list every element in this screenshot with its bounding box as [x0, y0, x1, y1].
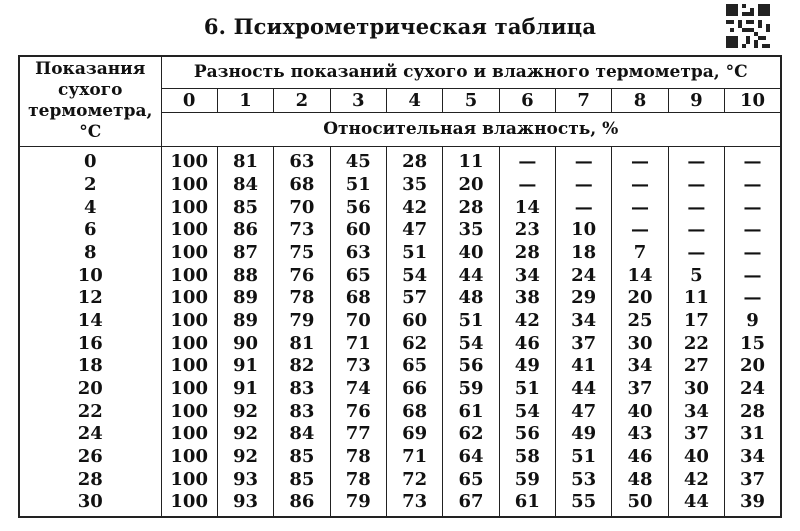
humidity-value-cell: 68 — [386, 400, 442, 423]
difference-header-cell: 9 — [668, 88, 724, 112]
humidity-value-cell: 68 — [274, 174, 330, 197]
humidity-value-cell: 11 — [668, 287, 724, 310]
humidity-value-cell: 23 — [499, 219, 555, 242]
humidity-value-cell: 28 — [499, 242, 555, 265]
humidity-value-cell: 48 — [443, 287, 499, 310]
humidity-value-cell: 91 — [217, 378, 273, 401]
dry-temperature-cell: 8 — [19, 242, 161, 265]
humidity-value-cell: 92 — [217, 446, 273, 469]
humidity-value-cell: 61 — [443, 400, 499, 423]
humidity-value-cell: 70 — [274, 196, 330, 219]
humidity-value-cell: 89 — [217, 310, 273, 333]
humidity-value-cell: 100 — [161, 287, 217, 310]
dry-temperature-cell: 20 — [19, 378, 161, 401]
humidity-value-cell: 63 — [274, 146, 330, 174]
humidity-value-cell: — — [556, 146, 612, 174]
humidity-value-cell: — — [499, 174, 555, 197]
table-row — [19, 196, 781, 219]
humidity-value-cell: 51 — [386, 242, 442, 265]
humidity-value-cell: 46 — [499, 332, 555, 355]
difference-header: Разность показаний сухого и влажного термометра, °C — [161, 56, 781, 88]
humidity-value-cell: 37 — [556, 332, 612, 355]
humidity-value-cell: 53 — [556, 468, 612, 491]
table-row — [19, 264, 781, 287]
dry-temperature-cell: 2 — [19, 174, 161, 197]
table-row — [19, 378, 781, 401]
humidity-value-cell: 56 — [330, 196, 386, 219]
humidity-value-cell: 81 — [274, 332, 330, 355]
difference-header-cell: 0 — [161, 88, 217, 112]
humidity-value-cell: 25 — [612, 310, 668, 333]
humidity-value-cell: 37 — [725, 468, 781, 491]
humidity-value-cell: 30 — [612, 332, 668, 355]
humidity-value-cell: 92 — [217, 423, 273, 446]
humidity-value-cell: 92 — [217, 400, 273, 423]
humidity-value-cell: 39 — [725, 491, 781, 517]
table-row — [19, 423, 781, 446]
humidity-value-cell: 78 — [330, 468, 386, 491]
humidity-value-cell: 73 — [386, 491, 442, 517]
humidity-value-cell: 47 — [386, 219, 442, 242]
humidity-value-cell: 44 — [556, 378, 612, 401]
qr-code-icon — [726, 4, 770, 48]
table-row — [19, 242, 781, 265]
humidity-value-cell: 43 — [612, 423, 668, 446]
humidity-value-cell: 11 — [443, 146, 499, 174]
humidity-value-cell: 54 — [499, 400, 555, 423]
humidity-value-cell: — — [668, 242, 724, 265]
humidity-value-cell: 37 — [612, 378, 668, 401]
table-row — [19, 174, 781, 197]
humidity-value-cell: 75 — [274, 242, 330, 265]
dry-temperature-cell: 24 — [19, 423, 161, 446]
dry-temperature-cell: 0 — [19, 146, 161, 174]
humidity-value-cell: 88 — [217, 264, 273, 287]
humidity-value-cell: 24 — [556, 264, 612, 287]
humidity-value-cell: 78 — [274, 287, 330, 310]
humidity-value-cell: — — [725, 287, 781, 310]
humidity-value-cell: 34 — [556, 310, 612, 333]
table-row — [19, 400, 781, 423]
humidity-value-cell: 51 — [499, 378, 555, 401]
humidity-value-cell: 87 — [217, 242, 273, 265]
humidity-value-cell: 100 — [161, 174, 217, 197]
psychrometric-table — [18, 55, 782, 518]
humidity-value-cell: 10 — [556, 219, 612, 242]
humidity-value-cell: 56 — [443, 355, 499, 378]
humidity-value-cell: 59 — [499, 468, 555, 491]
humidity-value-cell: 17 — [668, 310, 724, 333]
difference-header-cell: 5 — [443, 88, 499, 112]
humidity-value-cell: — — [556, 174, 612, 197]
humidity-value-cell: 22 — [668, 332, 724, 355]
humidity-value-cell: 78 — [330, 446, 386, 469]
difference-header-cell: 2 — [274, 88, 330, 112]
humidity-value-cell: 90 — [217, 332, 273, 355]
dry-temperature-cell: 4 — [19, 196, 161, 219]
humidity-value-cell: 42 — [668, 468, 724, 491]
humidity-value-cell: 79 — [274, 310, 330, 333]
humidity-value-cell: — — [612, 196, 668, 219]
humidity-value-cell: 93 — [217, 468, 273, 491]
humidity-value-cell: — — [499, 146, 555, 174]
humidity-value-cell: 51 — [330, 174, 386, 197]
humidity-value-cell: — — [556, 196, 612, 219]
humidity-value-cell: 27 — [668, 355, 724, 378]
humidity-value-cell: 44 — [443, 264, 499, 287]
humidity-value-cell: 62 — [386, 332, 442, 355]
humidity-value-cell: 37 — [668, 423, 724, 446]
humidity-value-cell: 49 — [556, 423, 612, 446]
humidity-value-cell: 48 — [612, 468, 668, 491]
difference-header-cell: 6 — [499, 88, 555, 112]
humidity-value-cell: 24 — [725, 378, 781, 401]
humidity-value-cell: 31 — [725, 423, 781, 446]
dry-temperature-cell: 14 — [19, 310, 161, 333]
humidity-value-cell: 45 — [330, 146, 386, 174]
difference-header-cell: 4 — [386, 88, 442, 112]
humidity-value-cell: 56 — [499, 423, 555, 446]
dry-temperature-cell: 26 — [19, 446, 161, 469]
dry-thermometer-header: Показания сухого термометра, °C — [19, 56, 161, 146]
humidity-value-cell: 76 — [274, 264, 330, 287]
humidity-value-cell: 29 — [556, 287, 612, 310]
humidity-value-cell: 100 — [161, 196, 217, 219]
humidity-value-cell: 85 — [274, 446, 330, 469]
table-row — [19, 468, 781, 491]
humidity-value-cell: 64 — [443, 446, 499, 469]
humidity-value-cell: 89 — [217, 287, 273, 310]
humidity-value-cell: 35 — [443, 219, 499, 242]
humidity-value-cell: 85 — [217, 196, 273, 219]
humidity-value-cell: 7 — [612, 242, 668, 265]
humidity-value-cell: — — [725, 174, 781, 197]
humidity-value-cell: 79 — [330, 491, 386, 517]
humidity-value-cell: 60 — [386, 310, 442, 333]
humidity-value-cell: 65 — [386, 355, 442, 378]
humidity-value-cell: 100 — [161, 446, 217, 469]
humidity-value-cell: 34 — [668, 400, 724, 423]
humidity-value-cell: 42 — [386, 196, 442, 219]
humidity-value-cell: 57 — [386, 287, 442, 310]
table-row — [19, 287, 781, 310]
table-row — [19, 219, 781, 242]
humidity-value-cell: 50 — [612, 491, 668, 517]
dry-temperature-cell: 10 — [19, 264, 161, 287]
humidity-value-cell: 42 — [499, 310, 555, 333]
humidity-value-cell: 100 — [161, 468, 217, 491]
humidity-value-cell: 86 — [217, 219, 273, 242]
humidity-value-cell: 73 — [330, 355, 386, 378]
humidity-value-cell: 100 — [161, 400, 217, 423]
difference-header-cell: 7 — [556, 88, 612, 112]
humidity-value-cell: 14 — [499, 196, 555, 219]
humidity-value-cell: 65 — [330, 264, 386, 287]
humidity-value-cell: 100 — [161, 219, 217, 242]
humidity-value-cell: 20 — [612, 287, 668, 310]
humidity-value-cell: 100 — [161, 310, 217, 333]
humidity-value-cell: 30 — [668, 378, 724, 401]
humidity-value-cell: 28 — [386, 146, 442, 174]
humidity-value-cell: — — [668, 146, 724, 174]
humidity-value-cell: 15 — [725, 332, 781, 355]
humidity-value-cell: 82 — [274, 355, 330, 378]
humidity-value-cell: 58 — [499, 446, 555, 469]
humidity-value-cell: 77 — [330, 423, 386, 446]
humidity-value-cell: 74 — [330, 378, 386, 401]
humidity-value-cell: 100 — [161, 332, 217, 355]
humidity-value-cell: 49 — [499, 355, 555, 378]
humidity-value-cell: 83 — [274, 378, 330, 401]
humidity-value-cell: 100 — [161, 146, 217, 174]
humidity-value-cell: 100 — [161, 423, 217, 446]
table-row — [19, 446, 781, 469]
humidity-value-cell: 9 — [725, 310, 781, 333]
humidity-value-cell: 28 — [725, 400, 781, 423]
humidity-value-cell: 100 — [161, 242, 217, 265]
humidity-value-cell: 84 — [274, 423, 330, 446]
humidity-value-cell: 28 — [443, 196, 499, 219]
humidity-value-cell: 40 — [443, 242, 499, 265]
table-row — [19, 332, 781, 355]
table-row — [19, 355, 781, 378]
table-row — [19, 310, 781, 333]
humidity-value-cell: 60 — [330, 219, 386, 242]
humidity-value-cell: 20 — [443, 174, 499, 197]
humidity-value-cell: 84 — [217, 174, 273, 197]
table-row — [19, 491, 781, 517]
dry-temperature-cell: 16 — [19, 332, 161, 355]
humidity-value-cell: 14 — [612, 264, 668, 287]
humidity-value-cell: 34 — [725, 446, 781, 469]
humidity-value-cell: 59 — [443, 378, 499, 401]
humidity-value-cell: 100 — [161, 491, 217, 517]
humidity-value-cell: 62 — [443, 423, 499, 446]
humidity-header: Относительная влажность, % — [161, 112, 781, 146]
humidity-value-cell: 67 — [443, 491, 499, 517]
humidity-value-cell: — — [725, 219, 781, 242]
dry-temperature-cell: 12 — [19, 287, 161, 310]
humidity-value-cell: 20 — [725, 355, 781, 378]
humidity-value-cell: — — [612, 174, 668, 197]
humidity-value-cell: 91 — [217, 355, 273, 378]
humidity-value-cell: 68 — [330, 287, 386, 310]
humidity-value-cell: — — [668, 196, 724, 219]
table-row — [19, 146, 781, 174]
humidity-value-cell: 51 — [443, 310, 499, 333]
humidity-value-cell: 100 — [161, 378, 217, 401]
humidity-value-cell: 72 — [386, 468, 442, 491]
humidity-value-cell: 46 — [612, 446, 668, 469]
humidity-value-cell: 55 — [556, 491, 612, 517]
humidity-value-cell: — — [725, 264, 781, 287]
humidity-value-cell: 38 — [499, 287, 555, 310]
humidity-value-cell: 40 — [612, 400, 668, 423]
humidity-value-cell: 81 — [217, 146, 273, 174]
humidity-value-cell: — — [668, 219, 724, 242]
page-title: 6. Психрометрическая таблица — [203, 14, 597, 39]
humidity-value-cell: 51 — [556, 446, 612, 469]
dry-temperature-cell: 18 — [19, 355, 161, 378]
humidity-value-cell: 34 — [499, 264, 555, 287]
humidity-value-cell: — — [725, 146, 781, 174]
dry-temperature-cell: 28 — [19, 468, 161, 491]
humidity-value-cell: — — [668, 174, 724, 197]
humidity-value-cell: 18 — [556, 242, 612, 265]
difference-header-cell: 8 — [612, 88, 668, 112]
humidity-value-cell: 100 — [161, 355, 217, 378]
humidity-value-cell: 85 — [274, 468, 330, 491]
humidity-value-cell: 66 — [386, 378, 442, 401]
humidity-value-cell: 34 — [612, 355, 668, 378]
humidity-value-cell: 54 — [443, 332, 499, 355]
humidity-value-cell: 61 — [499, 491, 555, 517]
humidity-value-cell: 71 — [330, 332, 386, 355]
dry-temperature-cell: 22 — [19, 400, 161, 423]
humidity-value-cell: 71 — [386, 446, 442, 469]
difference-header-cell: 10 — [725, 88, 781, 112]
humidity-value-cell: 63 — [330, 242, 386, 265]
humidity-value-cell: 86 — [274, 491, 330, 517]
humidity-value-cell: 44 — [668, 491, 724, 517]
dry-temperature-cell: 30 — [19, 491, 161, 517]
difference-header-cell: 1 — [217, 88, 273, 112]
humidity-value-cell: 5 — [668, 264, 724, 287]
humidity-value-cell: — — [612, 146, 668, 174]
humidity-value-cell: 69 — [386, 423, 442, 446]
humidity-value-cell: 70 — [330, 310, 386, 333]
humidity-value-cell: 41 — [556, 355, 612, 378]
humidity-value-cell: 76 — [330, 400, 386, 423]
humidity-value-cell: 73 — [274, 219, 330, 242]
dry-temperature-cell: 6 — [19, 219, 161, 242]
difference-header-cell: 3 — [330, 88, 386, 112]
humidity-value-cell: 47 — [556, 400, 612, 423]
humidity-value-cell: 100 — [161, 264, 217, 287]
humidity-value-cell: 65 — [443, 468, 499, 491]
humidity-value-cell: 35 — [386, 174, 442, 197]
humidity-value-cell: — — [725, 242, 781, 265]
humidity-value-cell: — — [725, 196, 781, 219]
humidity-value-cell: 83 — [274, 400, 330, 423]
humidity-value-cell: 40 — [668, 446, 724, 469]
humidity-value-cell: 54 — [386, 264, 442, 287]
humidity-value-cell: — — [612, 219, 668, 242]
humidity-value-cell: 93 — [217, 491, 273, 517]
